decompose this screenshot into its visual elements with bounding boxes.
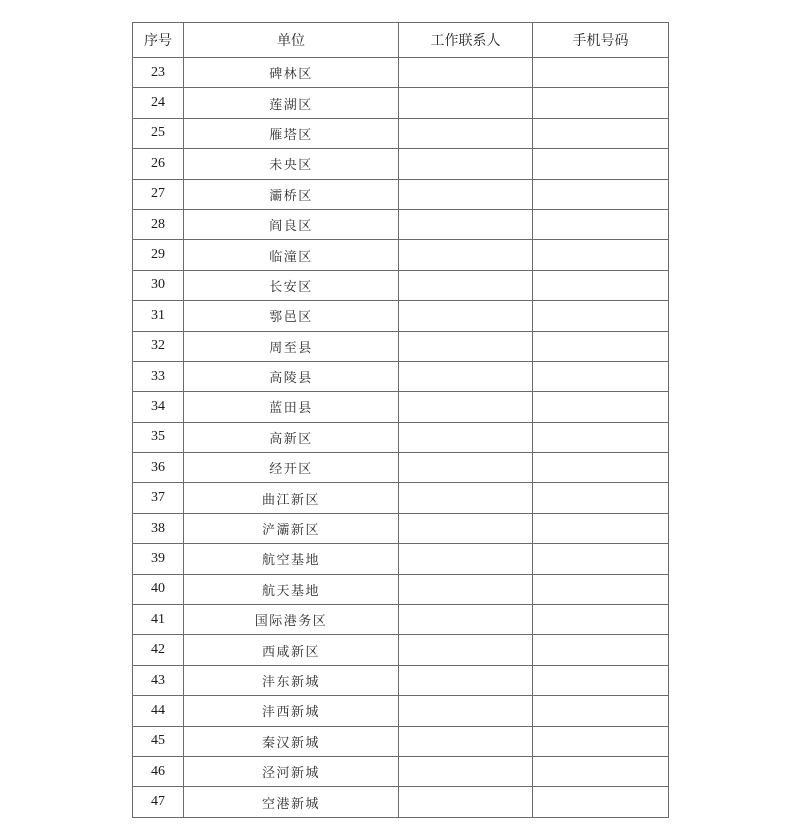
header-unit: 单位 [184,23,399,58]
row-unit: 长安区 [184,270,399,300]
row-contact-cell[interactable] [399,179,533,209]
row-index: 33 [133,361,184,391]
row-index: 42 [133,635,184,665]
row-index: 40 [133,574,184,604]
row-contact-cell[interactable] [399,361,533,391]
row-phone-cell[interactable] [533,149,669,179]
row-phone-cell[interactable] [533,301,669,331]
table-row [133,422,669,452]
row-index: 46 [133,756,184,786]
table-header [133,23,669,58]
row-phone-cell[interactable] [533,756,669,786]
row-contact-cell[interactable] [399,696,533,726]
row-unit: 曲江新区 [184,483,399,513]
row-unit: 经开区 [184,453,399,483]
table-row [133,301,669,331]
row-contact-cell[interactable] [399,605,533,635]
row-index: 28 [133,209,184,239]
row-contact-cell[interactable] [399,483,533,513]
header-contact: 工作联系人 [399,23,533,58]
row-contact-cell[interactable] [399,149,533,179]
row-index: 26 [133,149,184,179]
row-phone-cell[interactable] [533,422,669,452]
row-index: 29 [133,240,184,270]
table-row [133,574,669,604]
row-index: 32 [133,331,184,361]
row-phone-cell[interactable] [533,392,669,422]
table-row [133,270,669,300]
row-index: 24 [133,88,184,118]
header-phone: 手机号码 [533,23,669,58]
row-phone-cell[interactable] [533,58,669,88]
row-phone-cell[interactable] [533,787,669,817]
table-row [133,88,669,118]
row-phone-cell[interactable] [533,270,669,300]
row-unit: 雁塔区 [184,118,399,148]
row-unit: 空港新城 [184,787,399,817]
row-unit: 秦汉新城 [184,726,399,756]
row-unit: 鄠邑区 [184,301,399,331]
row-contact-cell[interactable] [399,787,533,817]
row-index: 38 [133,513,184,543]
table-row [133,544,669,574]
row-unit: 泾河新城 [184,756,399,786]
table-row [133,361,669,391]
row-contact-cell[interactable] [399,635,533,665]
table-body [133,58,669,818]
row-unit: 阎良区 [184,209,399,239]
row-phone-cell[interactable] [533,665,669,695]
row-unit: 高新区 [184,422,399,452]
table-row [133,58,669,88]
table-row [133,483,669,513]
row-index: 25 [133,118,184,148]
row-phone-cell[interactable] [533,574,669,604]
row-contact-cell[interactable] [399,240,533,270]
row-contact-cell[interactable] [399,544,533,574]
table-row [133,513,669,543]
contact-table [132,22,669,818]
table-row [133,665,669,695]
row-index: 23 [133,58,184,88]
row-index: 43 [133,665,184,695]
row-phone-cell[interactable] [533,88,669,118]
row-phone-cell[interactable] [533,118,669,148]
table-row [133,696,669,726]
table-row [133,756,669,786]
table-row [133,635,669,665]
table-row [133,726,669,756]
row-contact-cell[interactable] [399,209,533,239]
row-index: 27 [133,179,184,209]
row-phone-cell[interactable] [533,696,669,726]
row-contact-cell[interactable] [399,756,533,786]
row-unit: 浐灞新区 [184,513,399,543]
table-row [133,787,669,817]
row-contact-cell[interactable] [399,270,533,300]
row-index: 47 [133,787,184,817]
table-row [133,149,669,179]
row-contact-cell[interactable] [399,513,533,543]
row-index: 44 [133,696,184,726]
table-row [133,453,669,483]
row-index: 45 [133,726,184,756]
row-phone-cell[interactable] [533,635,669,665]
row-phone-cell[interactable] [533,513,669,543]
row-unit: 灞桥区 [184,179,399,209]
row-unit: 沣西新城 [184,696,399,726]
row-contact-cell[interactable] [399,392,533,422]
row-index: 35 [133,422,184,452]
row-index: 39 [133,544,184,574]
row-unit: 临潼区 [184,240,399,270]
row-phone-cell[interactable] [533,483,669,513]
row-contact-cell[interactable] [399,301,533,331]
row-phone-cell[interactable] [533,361,669,391]
row-unit: 沣东新城 [184,665,399,695]
row-contact-cell[interactable] [399,118,533,148]
row-unit: 莲湖区 [184,88,399,118]
row-unit: 国际港务区 [184,605,399,635]
row-phone-cell[interactable] [533,240,669,270]
row-contact-cell[interactable] [399,58,533,88]
table-row [133,240,669,270]
table-row [133,605,669,635]
table-row [133,179,669,209]
row-unit: 航天基地 [184,574,399,604]
header-index: 序号 [133,23,184,58]
row-phone-cell[interactable] [533,544,669,574]
row-unit: 西咸新区 [184,635,399,665]
row-unit: 高陵县 [184,361,399,391]
row-phone-cell[interactable] [533,726,669,756]
row-phone-cell[interactable] [533,209,669,239]
row-contact-cell[interactable] [399,726,533,756]
row-index: 34 [133,392,184,422]
row-unit: 航空基地 [184,544,399,574]
header-row [133,23,669,58]
row-phone-cell[interactable] [533,453,669,483]
table-row [133,392,669,422]
row-index: 36 [133,453,184,483]
row-index: 41 [133,605,184,635]
row-unit: 周至县 [184,331,399,361]
row-phone-cell[interactable] [533,179,669,209]
row-index: 30 [133,270,184,300]
row-unit: 碑林区 [184,58,399,88]
row-contact-cell[interactable] [399,88,533,118]
table-row [133,209,669,239]
row-phone-cell[interactable] [533,331,669,361]
row-phone-cell[interactable] [533,605,669,635]
row-unit: 未央区 [184,149,399,179]
row-contact-cell[interactable] [399,422,533,452]
row-index: 31 [133,301,184,331]
row-contact-cell[interactable] [399,665,533,695]
row-contact-cell[interactable] [399,331,533,361]
row-contact-cell[interactable] [399,574,533,604]
row-contact-cell[interactable] [399,453,533,483]
row-unit: 蓝田县 [184,392,399,422]
row-index: 37 [133,483,184,513]
table-row [133,331,669,361]
table-row [133,118,669,148]
